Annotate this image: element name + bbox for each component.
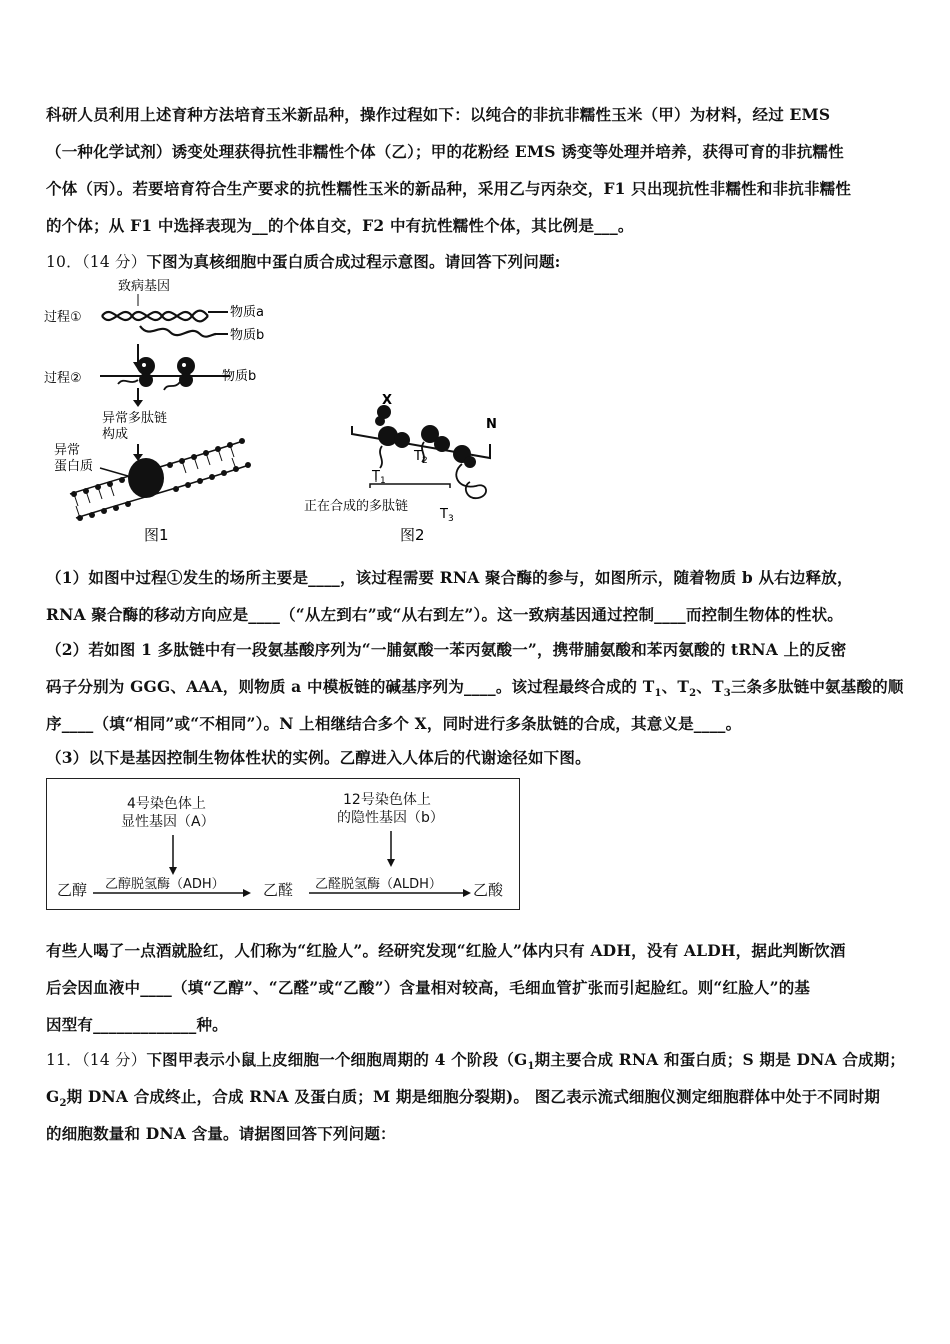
gene-a-line2: 显性基因（A） <box>121 814 215 830</box>
aldh-enzyme: 乙醛脱氢酶（ALDH） <box>315 877 442 892</box>
fig1-substance-b1: 物质b <box>230 328 265 343</box>
q10-header <box>46 250 561 272</box>
fig1-caption: 图1 <box>144 526 169 544</box>
q11-line3: 的细胞数量和 DNA 含量。请据图回答下列问题： <box>46 1124 396 1143</box>
fig2-chain-label: 正在合成的多肽链 <box>304 499 409 514</box>
ribosome-1 <box>137 357 155 387</box>
metabolic-pathway-box <box>46 778 520 910</box>
intro-line-4: 的个体；从 F1 中选择表现为__的个体自交，F2 中有抗性糯性个体，其比例是___。 <box>46 216 634 235</box>
fig1-substance-b2: 物质b <box>222 369 257 384</box>
intro-line-1: 科研人员利用上述育种方法培育玉米新品种，操作过程如下：以纯合的非抗非糯性玉米（甲）为材料，经过 EMS <box>46 105 831 124</box>
q10-number: 10．（14 分） <box>46 253 147 271</box>
q11-line2: $G_2$期 DNA 合成终止，合成 RNA 及蛋白质；M 期是细胞分裂期)。 图乙表示流式细胞仪测定细胞群体中处于不同时期 <box>46 1087 881 1110</box>
acetic-acid: 乙酸 <box>473 881 504 899</box>
q11-line1: 11．（14 分）下图甲表示小鼠上皮细胞一个细胞周期的 4 个阶段（$G_1$期主要合成 RNA 和蛋白质；S 期是 DNA 合成期； <box>46 1050 906 1073</box>
q10-sub1-line1: （1）如图中过程①发生的场所主要是____，该过程需要 RNA 聚合酶的参与，如图所示，随着物质 b 从右边释放， <box>46 568 853 587</box>
q11-number: 11．（14 分） <box>46 1051 147 1069</box>
fig2-x-label: X <box>382 393 393 408</box>
gene-b-line1: 12号染色体上 <box>343 792 431 808</box>
abnormal-protein <box>128 458 164 498</box>
q10-stem: 下图为真核细胞中蛋白质合成过程示意图。请回答下列问题: <box>146 252 561 271</box>
q10-sub3-line2: 有些人喝了一点酒就脸红，人们称为“红脸人”。经研究发现“红脸人”体内只有 ADH，没有 ALDH，据此判断饮酒 <box>46 941 846 960</box>
ribosome-t1 <box>378 426 410 448</box>
fig2-caption: 图2 <box>400 526 425 544</box>
q10-sub3-line3: 后会因血液中____（填“乙醇”、“乙醛”或“乙酸”）含量相对较高，毛细血管扩张而引起脸红。则“红脸人”的基 <box>46 978 811 997</box>
acetaldehyde: 乙醛 <box>263 881 294 899</box>
adh-enzyme: 乙醇脱氢酶（ADH） <box>105 877 225 892</box>
ribosome-t2 <box>421 425 450 452</box>
figure-2 <box>290 386 530 552</box>
fig2-t1: $T_1$ <box>372 469 386 486</box>
fig1-protein-line1: 异常 <box>54 443 81 458</box>
ribosome-x <box>375 405 391 426</box>
fig2-t3: $T_3$ <box>440 507 454 524</box>
fig1-process1: 过程① <box>44 310 82 325</box>
gene-b-line2: 的隐性基因（b） <box>337 810 444 826</box>
q10-sub3-line1: （3）以下是基因控制生物体性状的实例。乙醇进入人体后的代谢途径如下图。 <box>46 748 591 767</box>
figure-1 <box>40 272 280 552</box>
ribosome-t3 <box>453 445 476 468</box>
fig1-process2: 过程② <box>44 371 82 386</box>
fig1-peptide-line2: 构成 <box>102 427 129 442</box>
q10-sub3-line4: 因型有_____________种。 <box>46 1015 228 1034</box>
fig2-t2: $T_2$ <box>414 449 428 466</box>
q10-sub1-line2: RNA 聚合酶的移动方向应是____（“从左到右”或“从右到左”）。这一致病基因通过控制____而控制生物体的性状。 <box>46 605 843 624</box>
fig1-peptide-line1: 异常多肽链 <box>102 411 168 426</box>
gene-a-line1: 4号染色体上 <box>127 796 206 812</box>
fig1-substance-a: 物质a <box>230 305 264 320</box>
q10-sub2-line3: 序____（填“相同”或“不相同”）。N 上相继结合多个 X，同时进行多条肽链的合成，其意义是____。 <box>46 714 742 733</box>
q10-sub2-line2: 码子分别为 GGG、AAA，则物质 a 中模板链的碱基序列为____。该过程最终合成的 $T_1$、$T_2$、$T_3$三条多肽链中氨基酸的顺 <box>46 677 904 700</box>
fig2-n-label: N <box>486 417 497 432</box>
fig1-protein-line2: 蛋白质 <box>54 459 94 474</box>
dna-double-helix <box>102 311 216 337</box>
fig1-gene-label: 致病基因 <box>118 279 171 294</box>
ethanol: 乙醇 <box>57 881 88 899</box>
q10-sub2-line1: （2）若如图 1 多肽链中有一段氨基酸序列为“一脯氨酸一苯丙氨酸一”，携带脯氨酸和苯丙氨酸的 tRNA 上的反密 <box>46 640 847 659</box>
intro-line-2: （一种化学试剂）诱变处理获得抗性非糯性个体（乙）；甲的花粉经 EMS 诱变等处理并培养，获得可育的非抗糯性 <box>46 142 844 161</box>
intro-line-3: 个体（丙）。若要培育符合生产要求的抗性糯性玉米的新品种，采用乙与丙杂交，F1 只出现抗性非糯性和非抗非糯性 <box>46 179 852 198</box>
